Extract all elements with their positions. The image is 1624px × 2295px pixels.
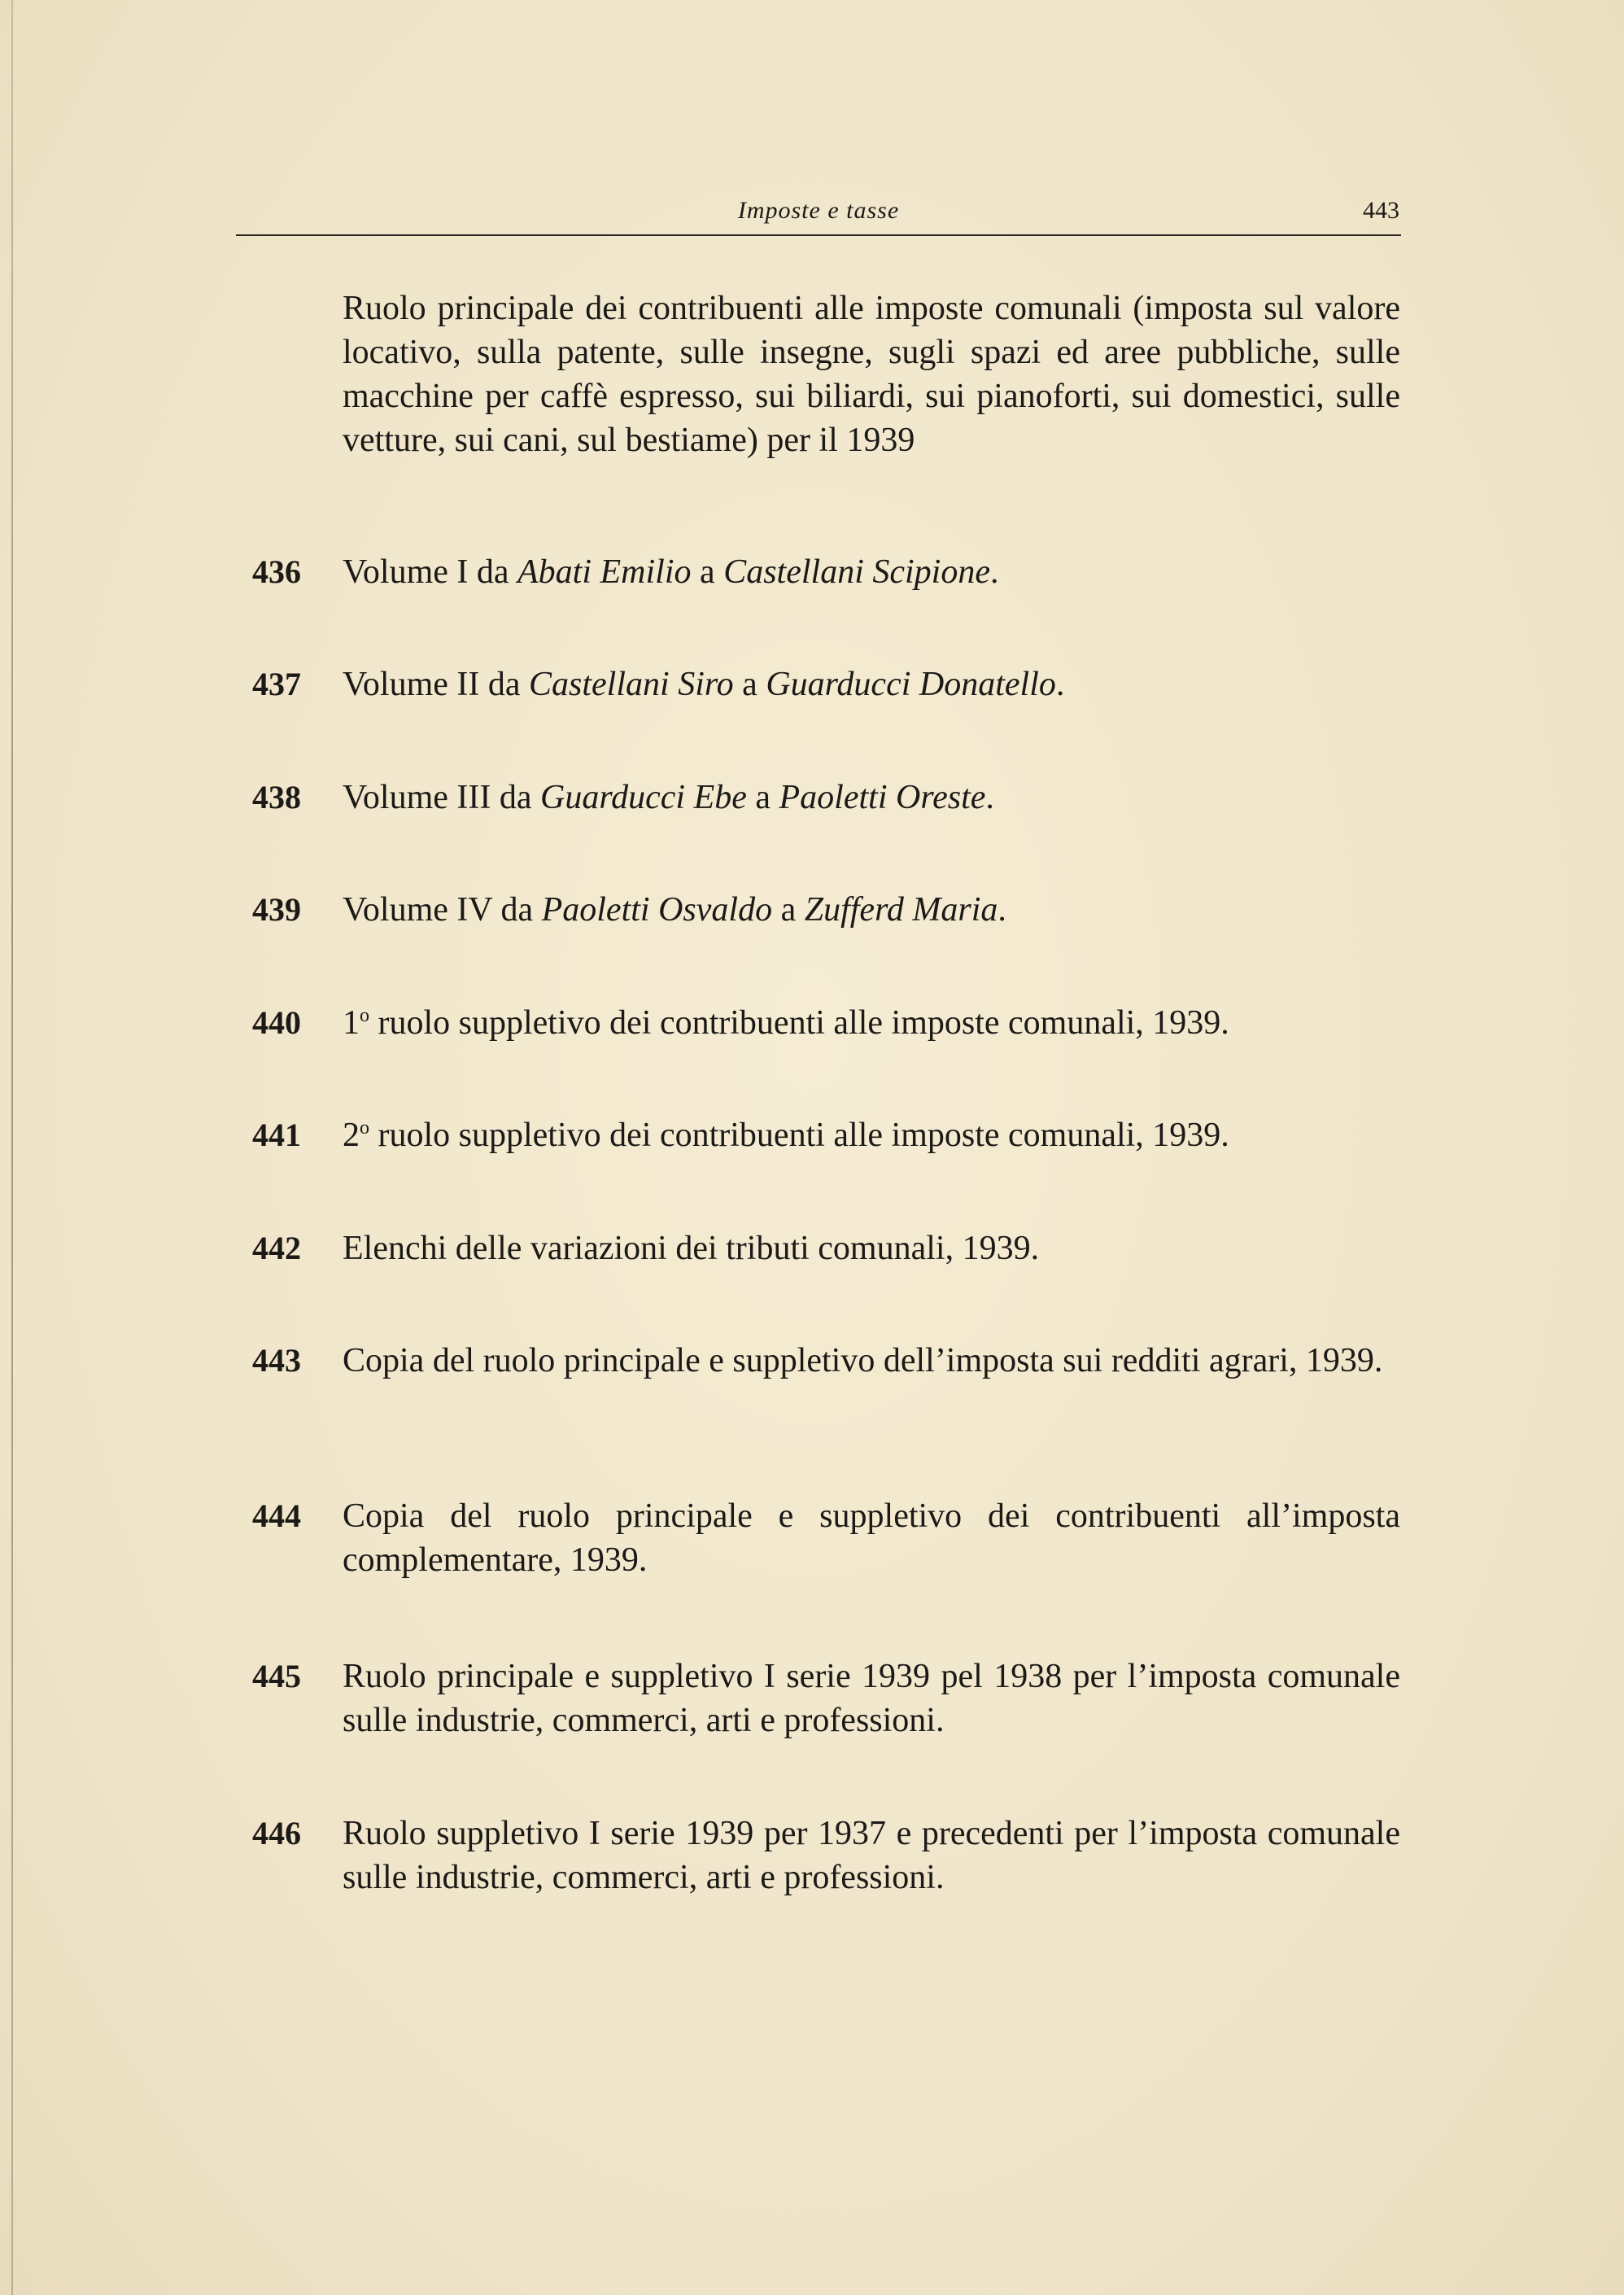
entry-name-from: Paoletti Osvaldo bbox=[541, 891, 773, 929]
entry-prefix: Volume I da bbox=[343, 553, 509, 591]
entry-end: . bbox=[989, 553, 999, 591]
entry-number: 437 bbox=[252, 666, 301, 702]
entry-ordinal-mark: o bbox=[360, 1117, 369, 1139]
entry-number: 440 bbox=[252, 1004, 301, 1041]
running-header bbox=[236, 194, 1401, 236]
entry-name-to: Zufferd Maria bbox=[804, 891, 998, 929]
entry-number: 443 bbox=[252, 1342, 301, 1379]
header-title: Imposte e tasse bbox=[737, 197, 900, 224]
entry-number: 442 bbox=[252, 1230, 301, 1266]
section-intro-paragraph: Ruolo principale dei contribuenti alle imposte comunali (imposta sul valore locativo, sulla patente, sulle insegne, sugli spazi ed aree pubbliche, sulle macchine per caffè espresso, sui biliardi, sui pianoforti, sui domestici, sulle vetture, sui cani, sul bestiame) per il 1939 bbox=[343, 290, 1400, 459]
entry-text: Ruolo suppletivo I serie 1939 per 1937 e precedenti per l’imposta comunale sulle industrie, commerci, arti e professioni. bbox=[343, 1815, 1400, 1896]
entry-ordinal: 2 bbox=[343, 1117, 360, 1154]
entry-join: a bbox=[755, 779, 771, 816]
entry-name-to: Castellani Scipione bbox=[723, 553, 990, 591]
entry-text: Copia del ruolo principale e suppletivo dei contribuenti all’imposta complementare, 1939. bbox=[343, 1497, 1400, 1579]
entry-text: Elenchi delle variazioni dei tributi comunali, 1939. bbox=[343, 1230, 1040, 1267]
entry-text bbox=[343, 1001, 1400, 1045]
entry-join: a bbox=[780, 891, 797, 929]
entry-name-from: Abati Emilio bbox=[517, 553, 692, 591]
entry-prefix: Volume II da bbox=[343, 666, 521, 703]
entry-ordinal-mark: o bbox=[360, 1005, 369, 1026]
entry-number: 441 bbox=[252, 1117, 301, 1153]
entry-number: 446 bbox=[252, 1815, 301, 1851]
entry-text bbox=[343, 776, 1400, 820]
entry-end: . bbox=[985, 779, 994, 816]
entry-name-to: Paoletti Oreste bbox=[779, 779, 986, 816]
entry-text: Ruolo principale e suppletivo I serie 1939 pel 1938 per l’imposta comunale sulle industrie, commerci, arti e professioni. bbox=[343, 1658, 1400, 1739]
entry-number: 444 bbox=[252, 1497, 301, 1534]
entry-number: 439 bbox=[252, 891, 301, 928]
entry-prefix: Volume III da bbox=[343, 779, 532, 816]
entry-prefix: Volume IV da bbox=[343, 891, 534, 929]
entry-end: . bbox=[998, 891, 1006, 929]
entry-join: a bbox=[700, 553, 715, 591]
page-edge-divider bbox=[11, 0, 13, 2295]
entry-text bbox=[343, 662, 1400, 706]
entry-join: a bbox=[742, 666, 757, 703]
entry-number: 436 bbox=[252, 553, 301, 590]
entry-text bbox=[343, 1113, 1400, 1157]
entry-body: ruolo suppletivo dei contribuenti alle imposte comunali, 1939. bbox=[378, 1117, 1229, 1154]
entry-body: ruolo suppletivo dei contribuenti alle imposte comunali, 1939. bbox=[378, 1004, 1229, 1042]
entry-number: 438 bbox=[252, 779, 301, 815]
entry-name-from: Guarducci Ebe bbox=[540, 779, 747, 816]
entry-ordinal: 1 bbox=[343, 1004, 360, 1042]
entry-name-from: Castellani Siro bbox=[529, 666, 734, 703]
entry-text bbox=[343, 888, 1400, 932]
entry-number: 445 bbox=[252, 1658, 301, 1694]
entry-text bbox=[343, 550, 1400, 594]
entry-end: . bbox=[1055, 666, 1065, 703]
entry-name-to: Guarducci Donatello bbox=[766, 666, 1056, 703]
entry-text: Copia del ruolo principale e suppletivo dell’imposta sui redditi agrari, 1939. bbox=[343, 1342, 1383, 1379]
page-number: 443 bbox=[1363, 197, 1399, 224]
